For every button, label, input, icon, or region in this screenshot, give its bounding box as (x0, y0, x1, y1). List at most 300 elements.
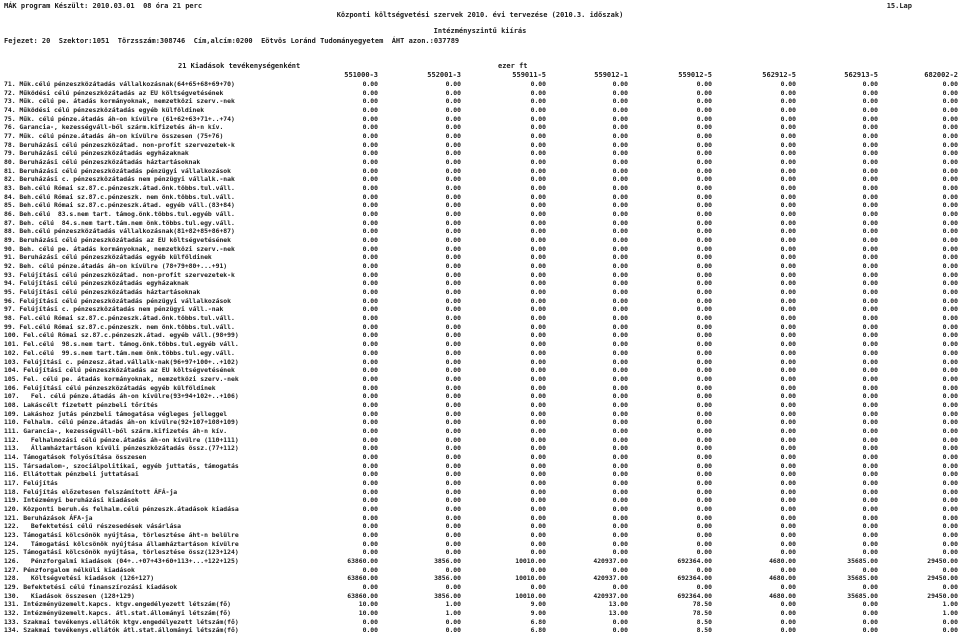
cell-value: 0.00 (530, 435, 546, 444)
cell-value: 0.00 (780, 504, 796, 513)
cell-value: 0.00 (362, 253, 378, 262)
cell-value: 0.00 (696, 114, 712, 123)
cell-value: 0.00 (780, 80, 796, 88)
row-label: 102. Fel.célú 99.s.nem tart.tám.nem önk.többs.tul.egy.váll. (4, 348, 235, 357)
cell-value: 0.00 (780, 305, 796, 314)
cell-value: 0.00 (862, 470, 878, 479)
cell-value: 0.00 (862, 513, 878, 522)
cell-value: 0.00 (862, 565, 878, 574)
cell-value: 0.00 (445, 149, 461, 158)
cell-value: 0.00 (530, 236, 546, 245)
cell-value: 0.00 (362, 409, 378, 418)
cell-value: 78.50 (692, 608, 712, 617)
cell-value: 10.00 (358, 600, 378, 609)
cell-value: 0.00 (696, 444, 712, 453)
cell-value: 0.00 (362, 539, 378, 548)
cell-value: 0.00 (696, 530, 712, 539)
cell-value: 0.00 (862, 236, 878, 245)
cell-value: 0.00 (696, 383, 712, 392)
cell-value: 0.00 (862, 444, 878, 453)
cell-value: 0.00 (445, 97, 461, 106)
row-label: 83. Beh.célú Római sz.87.c.pénzeszk.átad.önk.többs.tul.váll. (4, 184, 235, 193)
table-row (0, 279, 960, 288)
cell-value: 0.00 (530, 296, 546, 305)
cell-value: 0.00 (696, 539, 712, 548)
cell-value: 0.00 (362, 461, 378, 470)
table-row (0, 600, 960, 609)
cell-value: 0.00 (362, 348, 378, 357)
row-label: 113. Államháztartáson kívüli pénzeszközátadás össz.(77+112) (4, 444, 239, 453)
table-row (0, 410, 960, 419)
table-row (0, 566, 960, 575)
cell-value: 0.00 (696, 340, 712, 349)
cell-value: 0.00 (362, 626, 378, 635)
row-label: 106. Felújítási célú pénzeszközátadás egyéb külföldinek (4, 383, 216, 392)
cell-value: 0.00 (612, 461, 628, 470)
cell-value: 0.00 (530, 418, 546, 427)
cell-value: 0.00 (445, 123, 461, 132)
cell-value: 0.00 (696, 97, 712, 106)
row-label: 89. Beruházási célú pénzeszközátadás az EU költségvetésének (4, 236, 232, 245)
table-row (0, 132, 960, 141)
cell-value: 0.00 (942, 513, 958, 522)
cell-value: 78.50 (692, 600, 712, 609)
cell-value: 0.00 (530, 132, 546, 141)
column-code: 559011-5 (512, 71, 546, 79)
cell-value: 0.00 (696, 106, 712, 115)
cell-value: 0.00 (612, 97, 628, 106)
cell-value: 0.00 (780, 114, 796, 123)
table-row (0, 479, 960, 488)
cell-value: 0.00 (696, 522, 712, 531)
table-row (0, 210, 960, 219)
cell-value: 0.00 (445, 106, 461, 115)
cell-value: 10.00 (358, 608, 378, 617)
row-label: 80. Beruházási célú pénzeszközátadás háztartásoknak (4, 158, 201, 167)
cell-value: 0.00 (696, 504, 712, 513)
cell-value: 0.00 (942, 383, 958, 392)
table-row (0, 592, 960, 601)
cell-value: 0.00 (780, 175, 796, 184)
cell-value: 0.00 (696, 418, 712, 427)
cell-value: 0.00 (780, 123, 796, 132)
cell-value: 0.00 (445, 296, 461, 305)
table-row (0, 262, 960, 271)
cell-value: 0.00 (942, 114, 958, 123)
cell-value: 0.00 (780, 314, 796, 323)
report-subtitle: Intézményszintű kiírás (433, 27, 527, 35)
cell-value: 0.00 (612, 158, 628, 167)
cell-value: 420937.00 (593, 591, 628, 600)
cell-value: 0.00 (696, 487, 712, 496)
cell-value: 35685.00 (847, 591, 878, 600)
cell-value: 0.00 (445, 548, 461, 557)
cell-value: 0.00 (862, 374, 878, 383)
row-label: 121. Beruházások ÁFA-ja (4, 513, 93, 522)
cell-value: 0.00 (530, 244, 546, 253)
cell-value: 0.00 (862, 322, 878, 331)
cell-value: 0.00 (530, 366, 546, 375)
cell-value: 0.00 (612, 582, 628, 591)
cell-value: 0.00 (612, 617, 628, 626)
cell-value: 0.00 (862, 166, 878, 175)
cell-value: 0.00 (696, 262, 712, 271)
row-label: 128. Költségvetési kiadások (126+127) (4, 574, 155, 583)
cell-value: 0.00 (862, 192, 878, 201)
row-label: 73. Műk. célú pe. átadás kormányoknak, nemzetközi szerv.-nek (4, 97, 235, 106)
cell-value: 0.00 (362, 504, 378, 513)
cell-value: 0.00 (612, 106, 628, 115)
cell-value: 0.00 (362, 123, 378, 132)
cell-value: 0.00 (530, 548, 546, 557)
cell-value: 0.00 (362, 296, 378, 305)
cell-value: 0.00 (780, 470, 796, 479)
cell-value: 0.00 (942, 201, 958, 210)
row-label: 85. Beh.célú Római sz.87.c.pénzeszk.átad. egyéb váll.(83+84) (4, 201, 235, 210)
cell-value: 0.00 (780, 348, 796, 357)
row-label: 77. Műk. célú pénze.átadás áh-on kívülre összesen (75+76) (4, 132, 224, 141)
cell-value: 0.00 (942, 175, 958, 184)
row-label: 78. Beruházási célú pénzeszközátad. non-profit szervezetek-k (4, 140, 235, 149)
cell-value: 0.00 (862, 305, 878, 314)
row-label: 111. Garancia-, kezességváll-ból szárm.kifizetés áh-n kív. (4, 426, 228, 435)
cell-value: 0.00 (862, 314, 878, 323)
page-number: 15.Lap (886, 2, 912, 10)
cell-value: 0.00 (612, 296, 628, 305)
cell-value: 0.00 (445, 158, 461, 167)
cell-value: 0.00 (862, 340, 878, 349)
cell-value: 0.00 (612, 270, 628, 279)
cell-value: 0.00 (530, 210, 546, 219)
cell-value: 0.00 (530, 201, 546, 210)
row-label: 88. Beh.célú pénzeszközátadás vállalkozásnak(81+82+85+86+87) (4, 227, 235, 236)
cell-value: 0.00 (780, 487, 796, 496)
table-row (0, 540, 960, 549)
cell-value: 0.00 (530, 348, 546, 357)
column-code: 559012-1 (594, 71, 628, 79)
cell-value: 0.00 (612, 565, 628, 574)
table-row (0, 219, 960, 228)
cell-value: 0.00 (445, 314, 461, 323)
table-row (0, 175, 960, 184)
cell-value: 0.00 (362, 522, 378, 531)
row-label: 133. Szakmai tevékenys.ellátók ktgv.engedélyezett létszám(fő) (4, 617, 239, 626)
cell-value: 0.00 (942, 504, 958, 513)
cell-value: 0.00 (612, 400, 628, 409)
cell-value: 0.00 (862, 600, 878, 609)
cell-value: 0.00 (530, 392, 546, 401)
cell-value: 0.00 (862, 357, 878, 366)
cell-value: 0.00 (612, 314, 628, 323)
cell-value: 0.00 (530, 331, 546, 340)
cell-value: 0.00 (530, 288, 546, 297)
cell-value: 0.00 (942, 530, 958, 539)
cell-value: 0.00 (612, 184, 628, 193)
cell-value: 0.00 (362, 418, 378, 427)
cell-value: 0.00 (862, 608, 878, 617)
cell-value: 0.00 (942, 548, 958, 557)
cell-value: 0.00 (942, 392, 958, 401)
cell-value: 0.00 (862, 106, 878, 115)
row-label: 103. Felújítási c. pénzesz.átad.vállalk-nak(96+97+100+..+102) (4, 357, 239, 366)
cell-value: 0.00 (445, 539, 461, 548)
cell-value: 0.00 (942, 106, 958, 115)
cell-value: 692364.00 (677, 556, 712, 565)
cell-value: 0.00 (445, 626, 461, 635)
cell-value: 8.50 (696, 617, 712, 626)
cell-value: 0.00 (612, 114, 628, 123)
cell-value: 0.00 (362, 305, 378, 314)
row-label: 72. Működési célú pénzeszközátadás az EU költségvetésének (4, 88, 224, 97)
cell-value: 0.00 (530, 340, 546, 349)
cell-value: 0.00 (696, 435, 712, 444)
cell-value: 4680.00 (769, 591, 796, 600)
cell-value: 0.00 (530, 166, 546, 175)
row-label: 118. Felújítás előzetesen felszámított ÁFÁ-ja (4, 487, 178, 496)
cell-value: 0.00 (362, 340, 378, 349)
cell-value: 0.00 (696, 452, 712, 461)
cell-value: 0.00 (780, 331, 796, 340)
row-label: 92. Beh. célú pénze.átadás áh-on kívülre (78+79+80+...+91) (4, 262, 228, 271)
cell-value: 0.00 (530, 184, 546, 193)
cell-value: 0.00 (362, 478, 378, 487)
table-row (0, 384, 960, 393)
row-label: 125. Támogatási kölcsönök nyújtása, törlesztése össz(123+124) (4, 548, 239, 557)
cell-value: 0.00 (362, 288, 378, 297)
unit-label: ezer ft (498, 62, 528, 70)
cell-value: 0.00 (780, 565, 796, 574)
cell-value: 0.00 (362, 97, 378, 106)
cell-value: 0.00 (612, 166, 628, 175)
cell-value: 9.00 (530, 608, 546, 617)
cell-value: 0.00 (862, 426, 878, 435)
cell-value: 0.00 (362, 149, 378, 158)
row-label: 132. Intézményüzemelt.kapcs. átl.stat.állományi létszám(fő) (4, 608, 232, 617)
cell-value: 0.00 (780, 600, 796, 609)
cell-value: 0.00 (942, 288, 958, 297)
cell-value: 0.00 (445, 218, 461, 227)
table-row (0, 297, 960, 306)
cell-value: 0.00 (862, 548, 878, 557)
cell-value: 0.00 (942, 132, 958, 141)
cell-value: 0.00 (612, 539, 628, 548)
cell-value: 0.00 (942, 470, 958, 479)
cell-value: 0.00 (362, 426, 378, 435)
table-row (0, 462, 960, 471)
table-row (0, 583, 960, 592)
cell-value: 0.00 (612, 88, 628, 97)
cell-value: 0.00 (696, 400, 712, 409)
row-label: 97. Felújítási c. pénzeszközátadás nem pénzügyi váll.-nak (4, 305, 224, 314)
cell-value: 13.00 (608, 608, 628, 617)
cell-value: 0.00 (780, 288, 796, 297)
cell-value: 0.00 (862, 348, 878, 357)
cell-value: 0.00 (530, 314, 546, 323)
cell-value: 0.00 (942, 210, 958, 219)
cell-value: 0.00 (445, 88, 461, 97)
table-row (0, 375, 960, 384)
cell-value: 0.00 (530, 400, 546, 409)
cell-value: 0.00 (862, 88, 878, 97)
cell-value: 0.00 (362, 357, 378, 366)
cell-value: 0.00 (362, 114, 378, 123)
cell-value: 0.00 (696, 80, 712, 88)
table-row (0, 522, 960, 531)
cell-value: 0.00 (780, 435, 796, 444)
cell-value: 0.00 (530, 106, 546, 115)
cell-value: 0.00 (612, 322, 628, 331)
cell-value: 0.00 (530, 470, 546, 479)
cell-value: 0.00 (445, 496, 461, 505)
cell-value: 0.00 (696, 392, 712, 401)
cell-value: 0.00 (530, 175, 546, 184)
cell-value: 0.00 (362, 106, 378, 115)
row-label: 86. Beh.célú 83.s.nem tart. támog.önk.többs.tul.egyéb váll. (4, 210, 235, 219)
cell-value: 0.00 (942, 192, 958, 201)
cell-value: 0.00 (862, 383, 878, 392)
cell-value: 0.00 (942, 236, 958, 245)
cell-value: 0.00 (696, 374, 712, 383)
cell-value: 0.00 (862, 530, 878, 539)
cell-value: 0.00 (612, 348, 628, 357)
cell-value: 0.00 (696, 331, 712, 340)
cell-value: 0.00 (445, 348, 461, 357)
cell-value: 0.00 (780, 296, 796, 305)
column-code: 559012-5 (678, 71, 712, 79)
cell-value: 0.00 (780, 97, 796, 106)
cell-value: 0.00 (696, 244, 712, 253)
cell-value: 4680.00 (769, 574, 796, 583)
cell-value: 0.00 (942, 617, 958, 626)
cell-value: 0.00 (862, 227, 878, 236)
cell-value: 0.00 (696, 236, 712, 245)
cell-value: 0.00 (445, 340, 461, 349)
cell-value: 0.00 (696, 548, 712, 557)
row-label: 91. Beruházási célú pénzeszközátadás egyéb külföldinek (4, 253, 212, 262)
cell-value: 0.00 (530, 140, 546, 149)
cell-value: 1.00 (445, 608, 461, 617)
cell-value: 0.00 (612, 366, 628, 375)
cell-value: 0.00 (612, 123, 628, 132)
cell-value: 0.00 (445, 426, 461, 435)
row-label: 84. Beh.célú Római sz.87.c.pénzeszk. nem önk.többs.tul.váll. (4, 192, 235, 201)
cell-value: 0.00 (942, 166, 958, 175)
cell-value: 0.00 (696, 348, 712, 357)
table-row (0, 470, 960, 479)
cell-value: 0.00 (530, 218, 546, 227)
table-row (0, 349, 960, 358)
cell-value: 0.00 (612, 149, 628, 158)
cell-value: 0.00 (445, 617, 461, 626)
table-row (0, 97, 960, 106)
cell-value: 0.00 (362, 158, 378, 167)
table-row (0, 106, 960, 115)
table-row (0, 314, 960, 323)
cell-value: 0.00 (942, 244, 958, 253)
cell-value: 0.00 (862, 140, 878, 149)
cell-value: 0.00 (530, 487, 546, 496)
cell-value: 0.00 (445, 409, 461, 418)
cell-value: 0.00 (780, 409, 796, 418)
cell-value: 0.00 (942, 123, 958, 132)
cell-value: 0.00 (530, 504, 546, 513)
cell-value: 0.00 (445, 487, 461, 496)
cell-value: 0.00 (362, 262, 378, 271)
cell-value: 0.00 (780, 166, 796, 175)
cell-value: 0.00 (942, 227, 958, 236)
cell-value: 0.00 (445, 192, 461, 201)
table-row (0, 236, 960, 245)
table-row (0, 557, 960, 566)
cell-value: 0.00 (942, 565, 958, 574)
cell-value: 0.00 (862, 435, 878, 444)
cell-value: 0.00 (696, 513, 712, 522)
cell-value: 0.00 (530, 279, 546, 288)
cell-value: 0.00 (780, 539, 796, 548)
cell-value: 0.00 (696, 166, 712, 175)
cell-value: 692364.00 (677, 591, 712, 600)
cell-value: 1.00 (942, 600, 958, 609)
cell-value: 0.00 (445, 262, 461, 271)
table-row (0, 80, 960, 89)
cell-value: 29450.00 (927, 574, 958, 583)
cell-value: 0.00 (696, 88, 712, 97)
cell-value: 0.00 (530, 270, 546, 279)
cell-value: 0.00 (780, 496, 796, 505)
cell-value: 0.00 (612, 522, 628, 531)
cell-value: 0.00 (612, 175, 628, 184)
row-label: 134. Szakmai tevékenys.ellátók átl.stat.állományi létszám(fő) (4, 626, 239, 635)
cell-value: 0.00 (862, 409, 878, 418)
cell-value: 0.00 (612, 244, 628, 253)
cell-value: 6.80 (530, 617, 546, 626)
cell-value: 0.00 (362, 322, 378, 331)
cell-value: 0.00 (780, 132, 796, 141)
cell-value: 0.00 (612, 236, 628, 245)
column-header (0, 62, 960, 80)
cell-value: 0.00 (780, 184, 796, 193)
cell-value: 0.00 (445, 461, 461, 470)
row-label: 100. Fel.célú Római sz.87.c.pénzeszk.átad. egyéb váll.(98+99) (4, 331, 239, 340)
cell-value: 0.00 (696, 279, 712, 288)
cell-value: 0.00 (942, 444, 958, 453)
cell-value: 0.00 (942, 496, 958, 505)
table-row (0, 193, 960, 202)
cell-value: 0.00 (362, 210, 378, 219)
cell-value: 0.00 (445, 175, 461, 184)
cell-value: 0.00 (612, 288, 628, 297)
cell-value: 0.00 (942, 149, 958, 158)
cell-value: 0.00 (445, 504, 461, 513)
cell-value: 0.00 (862, 296, 878, 305)
row-label: 95. Felújítási célú pénzeszközátadás háztartásoknak (4, 288, 201, 297)
cell-value: 0.00 (612, 452, 628, 461)
cell-value: 8.50 (696, 626, 712, 635)
row-label: 82. Beruházási c. pénzeszközátadás nem pénzügyi vállalk.-nak (4, 175, 235, 184)
cell-value: 0.00 (780, 522, 796, 531)
table-row (0, 89, 960, 98)
cell-value: 0.00 (362, 132, 378, 141)
cell-value: 0.00 (780, 374, 796, 383)
data-table (0, 80, 960, 635)
cell-value: 0.00 (862, 244, 878, 253)
cell-value: 0.00 (696, 322, 712, 331)
cell-value: 0.00 (445, 374, 461, 383)
cell-value: 0.00 (445, 253, 461, 262)
table-row (0, 427, 960, 436)
cell-value: 0.00 (862, 270, 878, 279)
row-label: 76. Garancia-, kezességváll-ból szárm.kifizetés áh-n kív. (4, 123, 224, 132)
